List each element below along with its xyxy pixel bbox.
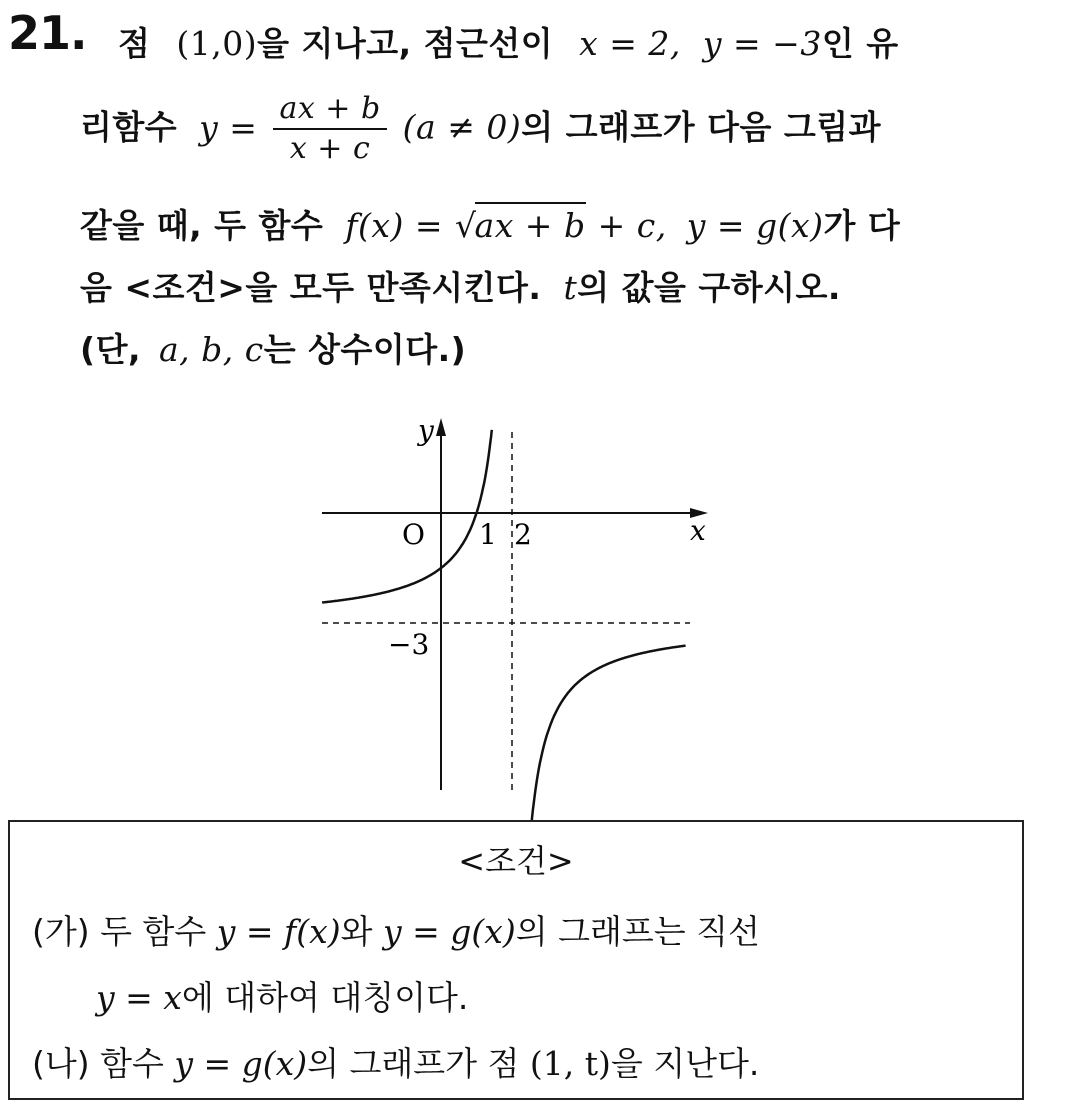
fraction-numerator: ax + b bbox=[279, 91, 381, 126]
text-segment: 에 대하여 대칭이다. bbox=[181, 978, 469, 1017]
point-1-t: (1, t) bbox=[529, 1044, 611, 1083]
constants-list: a, b, c bbox=[159, 330, 264, 369]
problem-number: 21. bbox=[8, 6, 87, 60]
fraction-denominator: x + c bbox=[273, 128, 386, 168]
text-segment: 와 bbox=[340, 912, 373, 951]
variable-t: t bbox=[563, 268, 578, 307]
text-segment: 점 bbox=[118, 24, 151, 63]
condition-ga-line bbox=[32, 906, 760, 953]
text-segment: (단, bbox=[80, 330, 141, 369]
y-axis bbox=[436, 418, 446, 790]
curve-right-branch bbox=[531, 646, 686, 820]
condition-na-line bbox=[32, 1038, 759, 1085]
text-segment: 의 그래프가 점 bbox=[307, 1044, 520, 1083]
text-segment: 가 다 bbox=[823, 206, 901, 245]
radical-sign: √ bbox=[455, 206, 477, 245]
origin-label: O bbox=[402, 518, 425, 551]
text-segment: 음 <조건>을 모두 만족시킨다. bbox=[80, 268, 542, 307]
constant-c: + c, bbox=[597, 206, 667, 245]
horizontal-asymptote: y = −3 bbox=[702, 24, 822, 63]
text-segment: (나) 함수 bbox=[32, 1044, 164, 1083]
tick-label-1: 1 bbox=[479, 518, 497, 551]
function-f-expr: y = f(x) bbox=[216, 912, 341, 951]
function-g: y = g(x) bbox=[686, 206, 824, 245]
line-y-equals-x: y = x bbox=[96, 978, 182, 1017]
text-segment: 을 지나고, 점근선이 bbox=[257, 24, 554, 63]
text-segment: 같을 때, 두 함수 bbox=[80, 206, 324, 245]
curve-left-branch bbox=[322, 430, 492, 603]
text-segment: 는 상수이다.) bbox=[263, 330, 467, 369]
function-f: f(x) = bbox=[345, 206, 443, 245]
tick-label-2: 2 bbox=[514, 518, 532, 551]
vertical-asymptote: x = 2, bbox=[579, 24, 681, 63]
function-lhs: y = bbox=[199, 107, 258, 147]
x-axis-label: x bbox=[690, 514, 706, 547]
point-coordinate: (1,0) bbox=[176, 24, 258, 63]
function-g-expr: y = g(x) bbox=[174, 1044, 308, 1083]
text-segment: (가) 두 함수 bbox=[32, 912, 207, 951]
text-segment: 의 값을 구하시오. bbox=[577, 268, 841, 307]
y-axis-label: y bbox=[418, 414, 434, 447]
condition-ga-line-2 bbox=[96, 972, 468, 1019]
text-segment: 의 그래프가 다음 그림과 bbox=[521, 107, 881, 147]
conditions-box bbox=[8, 820, 1024, 1100]
function-g-expr: y = g(x) bbox=[383, 912, 516, 951]
text-segment: 리함수 bbox=[80, 107, 178, 147]
conditions-title: <조건> bbox=[458, 842, 574, 880]
text-segment: 을 지난다. bbox=[610, 1044, 760, 1083]
radicand: ax + b bbox=[475, 202, 586, 245]
text-segment: 인 유 bbox=[821, 24, 899, 63]
condition-nonzero: (a ≠ 0) bbox=[402, 107, 522, 147]
x-axis bbox=[322, 508, 708, 518]
text-segment: 의 그래프는 직선 bbox=[515, 912, 760, 951]
tick-label-neg3: −3 bbox=[388, 628, 430, 661]
